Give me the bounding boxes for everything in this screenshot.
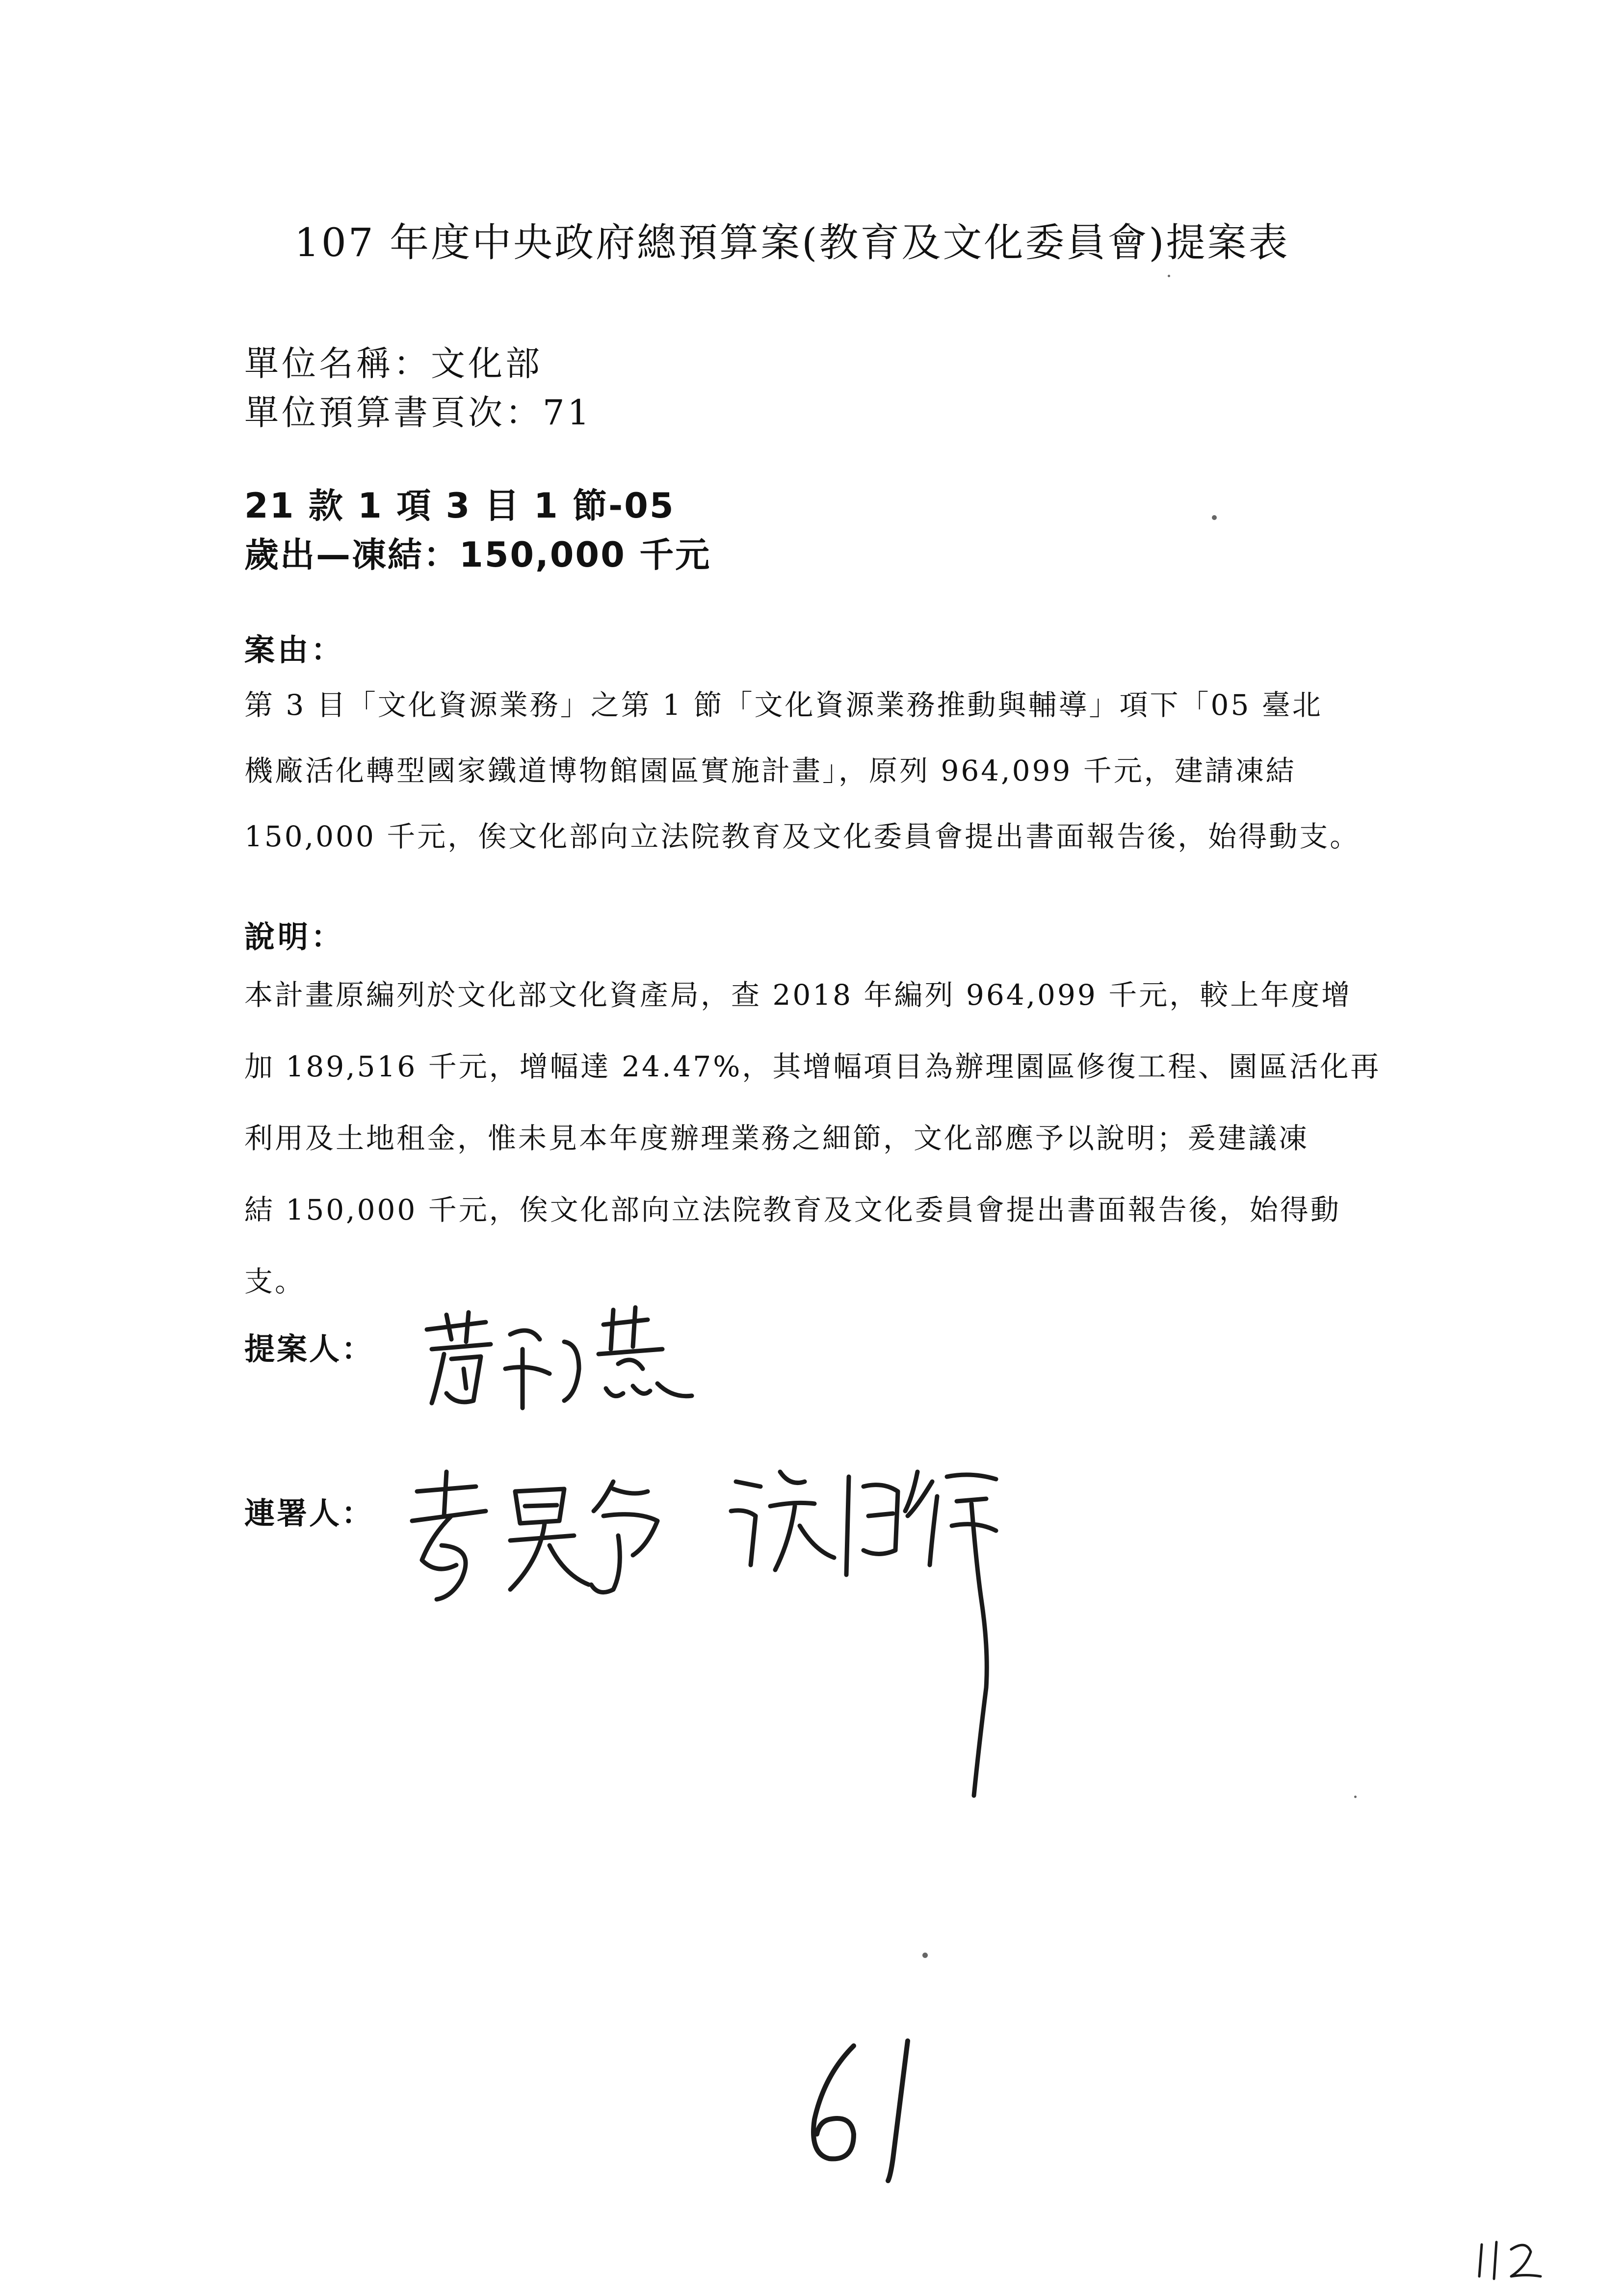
reason-line: 150,000 千元，俟文化部向立法院教育及文化委員會提出書面報告後，始得動支。 [244, 820, 1361, 853]
document-title: 107 年度中央政府總預算案(教育及文化委員會)提案表 [294, 220, 1290, 265]
cosigner-label: 連署人： [244, 1495, 374, 1531]
explanation-paragraph [244, 959, 1392, 1317]
explanation-heading: 說明： [244, 919, 345, 955]
explanation-line: 結 150,000 千元，俟文化部向立法院教育及文化委員會提出書面報告後，始得動 [244, 1193, 1341, 1226]
reason-paragraph [244, 672, 1392, 869]
explanation-line: 本計畫原編列於文化部文化資產局，查 2018 年編列 964,099 千元，較上年度增 [244, 978, 1352, 1012]
handwritten-page-number [795, 2036, 942, 2183]
explanation-line: 利用及土地租金，惟未見本年度辦理業務之細節，文化部應予以說明；爰建議凍 [244, 1122, 1310, 1155]
explanation-line: 支。 [244, 1265, 306, 1298]
item-code: 21 款 1 項 3 目 1 節-05 [244, 486, 675, 526]
explanation-line: 加 189,516 千元，增幅達 24.47%，其增幅項目為辦理園區修復工程、園區活化再 [244, 1050, 1381, 1083]
unit-name: 單位名稱：文化部 [244, 343, 543, 384]
cosigner-signature-2 [721, 1452, 1025, 1825]
proposer-signature [417, 1295, 721, 1423]
scan-speck [922, 1953, 928, 1958]
scan-speck [1168, 275, 1170, 277]
corner-page-number [1472, 2237, 1560, 2286]
reason-line: 第 3 目「文化資源業務」之第 1 節「文化資源業務推動與輔導」項下「05 臺北 [244, 688, 1323, 722]
scan-speck [1212, 515, 1217, 520]
reason-heading: 案由： [244, 632, 345, 668]
scan-speck [1354, 1796, 1357, 1798]
proposer-label: 提案人： [244, 1331, 374, 1367]
freeze-amount: 歲出—凍結：150,000 千元 [244, 535, 711, 575]
reason-line: 機廠活化轉型國家鐵道博物館園區實施計畫」，原列 964,099 千元，建請凍結 [244, 754, 1296, 787]
cosigner-signature-1 [402, 1462, 677, 1609]
budget-page: 單位預算書頁次：71 [244, 392, 593, 433]
